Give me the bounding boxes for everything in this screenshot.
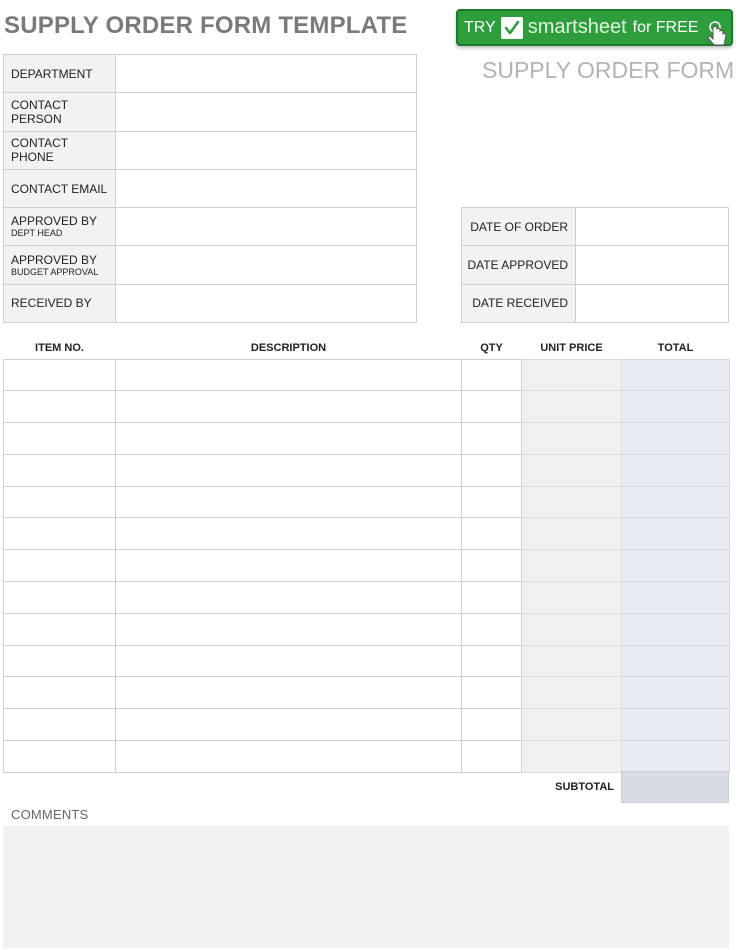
try-smartsheet-banner[interactable] — [456, 9, 733, 46]
info-row — [4, 93, 417, 131]
table-row — [4, 486, 730, 518]
item-no-cell[interactable] — [4, 518, 116, 550]
table-row — [4, 423, 730, 455]
date-label: DATE OF ORDER — [462, 208, 576, 246]
info-label-text: CONTACT EMAIL — [11, 181, 108, 196]
info-value-field[interactable] — [116, 169, 417, 207]
description-cell[interactable] — [116, 613, 462, 645]
total-cell[interactable] — [622, 359, 730, 391]
info-row — [4, 246, 417, 284]
info-label-text: CONTACT PHONE — [11, 136, 68, 165]
info-label — [4, 284, 116, 322]
unit-price-cell[interactable] — [522, 423, 622, 455]
qty-cell[interactable] — [462, 741, 522, 773]
description-cell[interactable] — [116, 741, 462, 773]
unit-price-cell[interactable] — [522, 486, 622, 518]
comments-label: COMMENTS — [11, 807, 89, 822]
unit-price-cell[interactable] — [522, 709, 622, 741]
qty-cell[interactable] — [462, 550, 522, 582]
item-no-cell[interactable] — [4, 741, 116, 773]
qty-cell[interactable] — [462, 645, 522, 677]
description-cell[interactable] — [116, 359, 462, 391]
info-label-text: DEPARTMENT — [11, 66, 93, 81]
info-label — [4, 93, 116, 131]
unit-price-cell[interactable] — [522, 518, 622, 550]
table-row — [4, 677, 730, 709]
description-cell[interactable] — [116, 582, 462, 614]
unit-price-cell[interactable] — [522, 359, 622, 391]
total-cell[interactable] — [622, 645, 730, 677]
total-cell[interactable] — [622, 550, 730, 582]
col-header-total: TOTAL — [622, 337, 730, 359]
info-value-field[interactable] — [116, 284, 417, 322]
table-row — [4, 741, 730, 773]
pointer-hand-icon — [707, 21, 729, 52]
table-row — [4, 454, 730, 486]
item-no-cell[interactable] — [4, 550, 116, 582]
date-value-field[interactable] — [576, 284, 729, 322]
item-no-cell[interactable] — [4, 709, 116, 741]
description-cell[interactable] — [116, 486, 462, 518]
info-value-field[interactable] — [116, 93, 417, 131]
unit-price-cell[interactable] — [522, 391, 622, 423]
total-cell[interactable] — [622, 518, 730, 550]
contact-info-table — [3, 54, 417, 323]
date-row — [462, 284, 729, 322]
banner-try-text: TRY — [464, 18, 496, 36]
col-header-unit-price: UNIT PRICE — [522, 337, 622, 359]
qty-cell[interactable] — [462, 677, 522, 709]
item-no-cell[interactable] — [4, 423, 116, 455]
item-no-cell[interactable] — [4, 486, 116, 518]
unit-price-cell[interactable] — [522, 550, 622, 582]
date-value-field[interactable] — [576, 246, 729, 284]
table-row — [4, 709, 730, 741]
item-no-cell[interactable] — [4, 391, 116, 423]
description-cell[interactable] — [116, 645, 462, 677]
subtotal-field[interactable] — [621, 771, 729, 803]
col-header-item-no: ITEM NO. — [4, 337, 116, 359]
items-table — [3, 337, 730, 773]
table-row — [4, 613, 730, 645]
description-cell[interactable] — [116, 518, 462, 550]
total-cell[interactable] — [622, 709, 730, 741]
info-label — [4, 208, 116, 246]
info-label-text: RECEIVED BY — [11, 296, 92, 311]
qty-cell[interactable] — [462, 486, 522, 518]
unit-price-cell[interactable] — [522, 645, 622, 677]
table-row — [4, 518, 730, 550]
info-row — [4, 55, 417, 93]
info-row — [4, 131, 417, 169]
qty-cell[interactable] — [462, 359, 522, 391]
info-row — [4, 169, 417, 207]
description-cell[interactable] — [116, 391, 462, 423]
qty-cell[interactable] — [462, 518, 522, 550]
info-label — [4, 131, 116, 169]
description-cell[interactable] — [116, 677, 462, 709]
banner-brand-text: smartsheet — [527, 16, 627, 38]
total-cell[interactable] — [622, 677, 730, 709]
form-subtitle: SUPPLY ORDER FORM — [482, 57, 735, 83]
info-label-text: CONTACT PERSON — [11, 97, 68, 126]
total-cell[interactable] — [622, 486, 730, 518]
item-no-cell[interactable] — [4, 645, 116, 677]
qty-cell[interactable] — [462, 423, 522, 455]
table-row — [4, 550, 730, 582]
info-label — [4, 55, 116, 93]
info-label — [4, 169, 116, 207]
qty-cell[interactable] — [462, 613, 522, 645]
item-no-cell[interactable] — [4, 359, 116, 391]
info-value-field[interactable] — [116, 246, 417, 284]
unit-price-cell[interactable] — [522, 582, 622, 614]
info-label-subtext: DEPT HEAD — [11, 228, 63, 239]
comments-field[interactable] — [3, 826, 729, 948]
unit-price-cell[interactable] — [522, 613, 622, 645]
date-label: DATE RECEIVED — [462, 284, 576, 322]
date-info-table — [461, 207, 729, 323]
date-label: DATE APPROVED — [462, 246, 576, 284]
table-row — [4, 582, 730, 614]
description-cell[interactable] — [116, 423, 462, 455]
banner-free-text: for FREE — [632, 18, 699, 36]
description-cell[interactable] — [116, 709, 462, 741]
checkmark-icon — [501, 17, 523, 39]
info-value-field[interactable] — [116, 55, 417, 93]
description-cell[interactable] — [116, 454, 462, 486]
total-cell[interactable] — [622, 613, 730, 645]
col-header-qty: QTY — [462, 337, 522, 359]
qty-cell[interactable] — [462, 454, 522, 486]
unit-price-cell[interactable] — [522, 677, 622, 709]
unit-price-cell[interactable] — [522, 454, 622, 486]
subtotal-label: SUBTOTAL — [555, 781, 614, 793]
table-row — [4, 359, 730, 391]
info-label — [4, 246, 116, 284]
info-label-subtext: BUDGET APPROVAL — [11, 266, 99, 277]
date-value-field[interactable] — [576, 208, 729, 246]
items-header-row — [4, 337, 730, 359]
total-cell[interactable] — [622, 391, 730, 423]
info-label-text: APPROVED BY — [11, 214, 98, 229]
total-cell[interactable] — [622, 423, 730, 455]
info-value-field[interactable] — [116, 208, 417, 246]
info-row — [4, 284, 417, 322]
total-cell[interactable] — [622, 582, 730, 614]
item-no-cell[interactable] — [4, 613, 116, 645]
date-row — [462, 208, 729, 246]
item-no-cell[interactable] — [4, 582, 116, 614]
qty-cell[interactable] — [462, 582, 522, 614]
table-row — [4, 391, 730, 423]
item-no-cell[interactable] — [4, 677, 116, 709]
info-row — [4, 208, 417, 246]
qty-cell[interactable] — [462, 391, 522, 423]
date-row — [462, 246, 729, 284]
total-cell[interactable] — [622, 741, 730, 773]
unit-price-cell[interactable] — [522, 741, 622, 773]
total-cell[interactable] — [622, 454, 730, 486]
item-no-cell[interactable] — [4, 454, 116, 486]
info-label-text: APPROVED BY — [11, 252, 98, 267]
table-row — [4, 645, 730, 677]
col-header-description: DESCRIPTION — [116, 337, 462, 359]
info-value-field[interactable] — [116, 131, 417, 169]
qty-cell[interactable] — [462, 709, 522, 741]
page-title: SUPPLY ORDER FORM TEMPLATE — [4, 12, 408, 39]
description-cell[interactable] — [116, 550, 462, 582]
